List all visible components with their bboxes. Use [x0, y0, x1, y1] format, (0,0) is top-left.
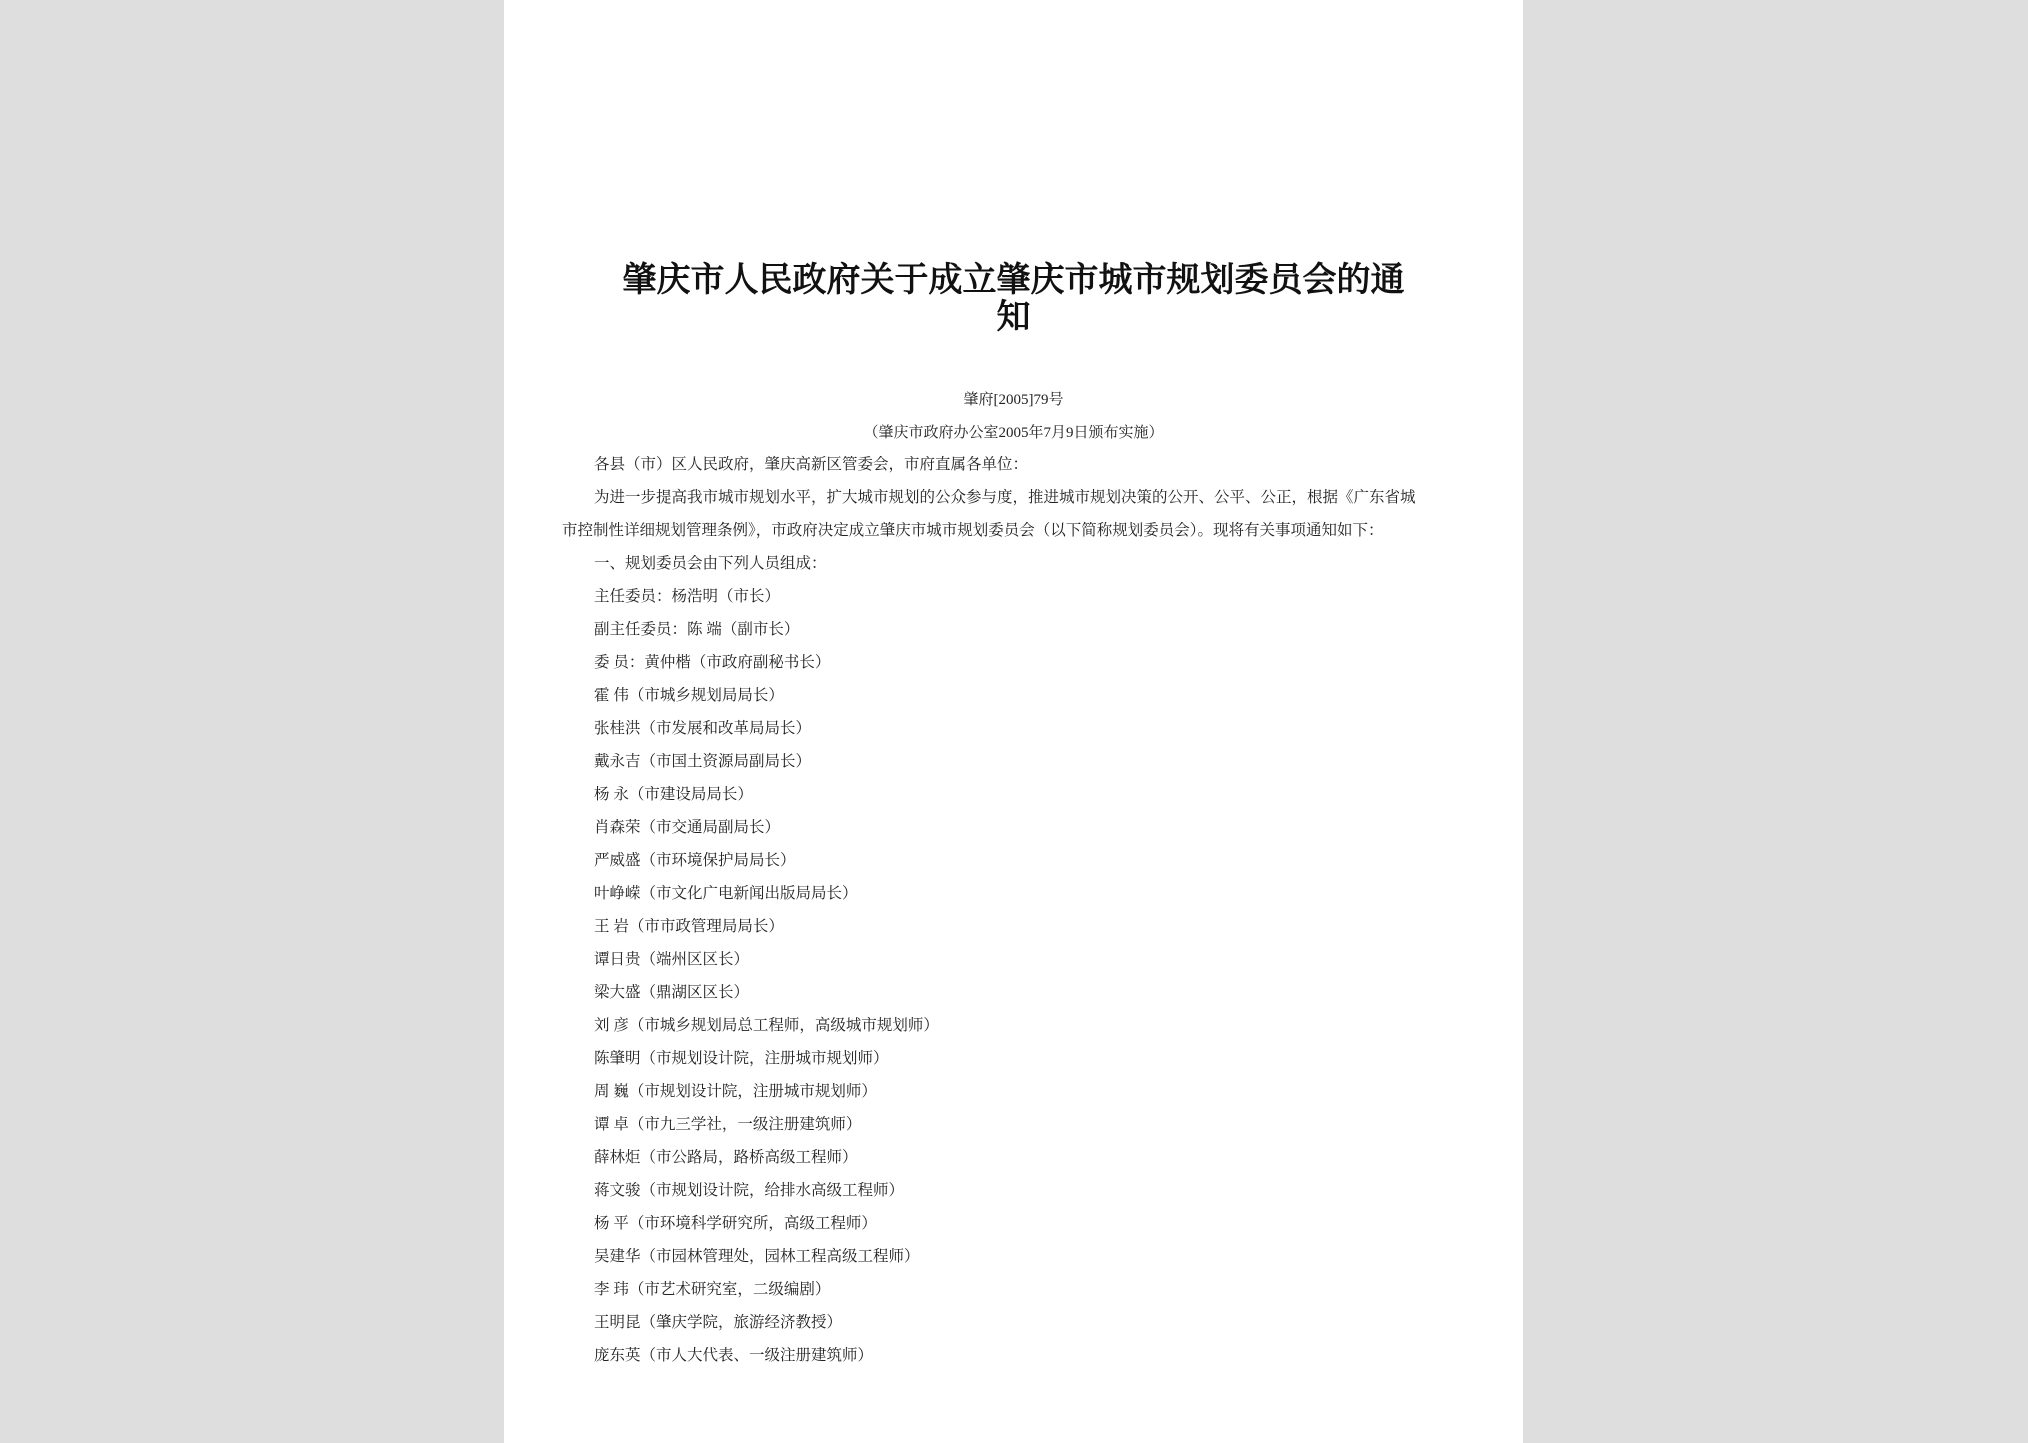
member-item: 庞东英（市人大代表、一级注册建筑师）	[594, 1347, 874, 1364]
member-item: 谭日贵（端州区区长）	[594, 951, 750, 968]
member-item: 杨 平（市环境科学研究所，高级工程师）	[594, 1215, 877, 1232]
member-item: 刘 彦（市城乡规划局总工程师，高级城市规划师）	[594, 1017, 939, 1034]
member-item: 吴建华（市园林管理处，园林工程高级工程师）	[594, 1248, 920, 1265]
member-item: 戴永吉（市国土资源局副局长）	[594, 753, 812, 770]
document-page	[504, 0, 1523, 1443]
member-item: 副主任委员：陈 端（副市长）	[594, 621, 800, 638]
intro-line-2: 市控制性详细规划管理条例》，市政府决定成立肇庆市城市规划委员会（以下简称规划委员会）。现将有关事项通知如下：	[562, 522, 1384, 539]
member-item: 薛林炬（市公路局，路桥高级工程师）	[594, 1149, 858, 1166]
member-item: 主任委员：杨浩明（市长）	[594, 588, 781, 605]
member-item: 张桂洪（市发展和改革局局长）	[594, 720, 812, 737]
member-item: 蒋文骏（市规划设计院，给排水高级工程师）	[594, 1182, 905, 1199]
member-item: 王 岩（市市政管理局局长）	[594, 918, 784, 935]
section-heading: 一、规划委员会由下列人员组成：	[594, 555, 827, 572]
member-item: 叶峥嵘（市文化广电新闻出版局局长）	[594, 885, 858, 902]
title-line-1: 肇庆市人民政府关于成立肇庆市城市规划委员会的通	[622, 260, 1405, 300]
member-item: 李 玮（市艺术研究室，二级编剧）	[594, 1281, 831, 1298]
member-item: 梁大盛（鼎湖区区长）	[594, 984, 750, 1001]
member-item: 谭 卓（市九三学社，一级注册建筑师）	[594, 1116, 862, 1133]
member-item: 委 员：黄仲楷（市政府副秘书长）	[594, 654, 831, 671]
member-item: 严威盛（市环境保护局局长）	[594, 852, 796, 869]
issue-note: （肇庆市政府办公室2005年7月9日颁布实施）	[863, 425, 1164, 441]
member-item: 王明昆（肇庆学院，旅游经济教授）	[594, 1314, 843, 1331]
member-item: 霍 伟（市城乡规划局局长）	[594, 687, 784, 704]
member-item: 杨 永（市建设局局长）	[594, 786, 753, 803]
member-item: 肖森荣（市交通局副局长）	[594, 819, 781, 836]
document-number: 肇府[2005]79号	[963, 392, 1064, 408]
intro-line-1: 为进一步提高我市城市规划水平，扩大城市规划的公众参与度，推进城市规划决策的公开、公平、公正，根据《广东省城	[594, 489, 1416, 506]
document-title	[504, 262, 1523, 336]
title-line-2: 知	[996, 297, 1031, 337]
member-item: 周 巍（市规划设计院，注册城市规划师）	[594, 1083, 877, 1100]
member-item: 陈肇明（市规划设计院，注册城市规划师）	[594, 1050, 889, 1067]
addressee: 各县（市）区人民政府，肇庆高新区管委会，市府直属各单位：	[594, 456, 1029, 473]
